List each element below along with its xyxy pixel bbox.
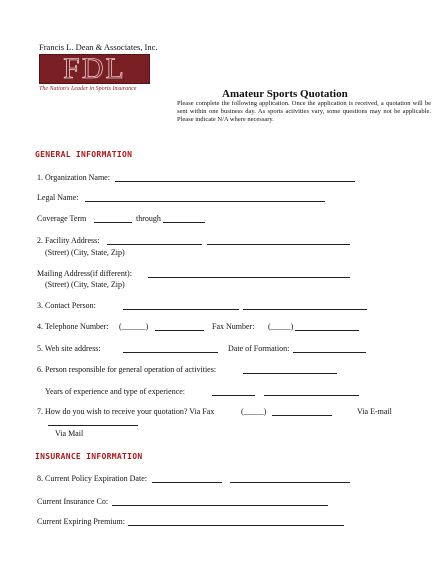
- org-name-field[interactable]: [115, 181, 355, 182]
- mailing-address-label: Mailing Address(if different):: [37, 269, 132, 278]
- coverage-start-field[interactable]: [94, 222, 132, 223]
- intro-paragraph: Please complete the following application. Once the application is received, a quotation will be sent within one business day. As sports activities vary, some questions may not be applicable. Please indicate N/A where necessary.: [177, 100, 431, 123]
- telephone-area-code[interactable]: (______): [119, 322, 149, 331]
- via-email-label: Via E-mail: [357, 407, 392, 416]
- telephone-field[interactable]: [155, 330, 204, 331]
- mailing-address-hint: (Street) (City, State, Zip): [45, 280, 125, 289]
- legal-name-label: Legal Name:: [37, 193, 79, 202]
- responsible-person-label: 6. Person responsible for general operation of activities:: [37, 365, 217, 374]
- insurance-co-label: Current Insurance Co:: [37, 497, 109, 506]
- document-title: Amateur Sports Quotation: [222, 88, 348, 100]
- firm-name: Francis L. Dean & Associates, Inc.: [39, 42, 158, 52]
- contact-person-field-2[interactable]: [243, 309, 367, 310]
- quotation-fax-field[interactable]: [272, 415, 332, 416]
- fax-number-field[interactable]: [295, 330, 359, 331]
- date-formation-label: Date of Formation:: [228, 344, 290, 353]
- org-name-label: 1. Organization Name:: [37, 173, 110, 182]
- date-formation-field[interactable]: [293, 352, 366, 353]
- fax-area-code[interactable]: (_____): [268, 322, 294, 331]
- receive-quotation-label: 7. How do you wish to receive your quotation? Via Fax: [37, 407, 215, 416]
- expiring-premium-field[interactable]: [128, 525, 344, 526]
- website-field[interactable]: [123, 352, 218, 353]
- section-insurance-information: INSURANCE INFORMATION: [35, 452, 143, 461]
- insurance-co-field[interactable]: [112, 505, 328, 506]
- experience-label: Years of experience and type of experience:: [45, 387, 186, 396]
- quotation-fax-area-code[interactable]: (_____): [241, 407, 267, 416]
- logo-text: FDL: [63, 52, 126, 85]
- via-mail-label: Via Mail: [55, 429, 84, 438]
- facility-address-hint: (Street) (City, State, Zip): [45, 248, 125, 257]
- contact-person-label: 3. Contact Person:: [37, 301, 96, 310]
- telephone-label: 4. Telephone Number:: [37, 322, 109, 331]
- through-label: through: [136, 214, 161, 223]
- facility-city-field[interactable]: [207, 244, 350, 245]
- facility-street-field[interactable]: [107, 244, 202, 245]
- mailing-address-field[interactable]: [148, 277, 350, 278]
- facility-address-label: 2. Facility Address:: [37, 236, 100, 245]
- tagline: The Nation's Leader in Sports Insurance: [39, 86, 137, 92]
- fdl-logo: [39, 54, 150, 84]
- fax-number-label: Fax Number:: [212, 322, 255, 331]
- policy-expiration-label: 8. Current Policy Expiration Date:: [37, 474, 147, 483]
- legal-name-field[interactable]: [85, 201, 325, 202]
- policy-expiration-field-2[interactable]: [230, 482, 350, 483]
- section-general-information: GENERAL INFORMATION: [35, 150, 133, 159]
- experience-years-field[interactable]: [212, 395, 255, 396]
- policy-expiration-field[interactable]: [152, 482, 222, 483]
- coverage-term-label: Coverage Term: [37, 214, 87, 223]
- responsible-person-field[interactable]: [243, 373, 337, 374]
- website-label: 5. Web site address:: [37, 344, 101, 353]
- contact-person-field[interactable]: [123, 309, 239, 310]
- quotation-email-field[interactable]: [48, 425, 138, 426]
- experience-type-field[interactable]: [264, 395, 359, 396]
- coverage-end-field[interactable]: [163, 222, 205, 223]
- expiring-premium-label: Current Expiring Premium:: [37, 517, 125, 526]
